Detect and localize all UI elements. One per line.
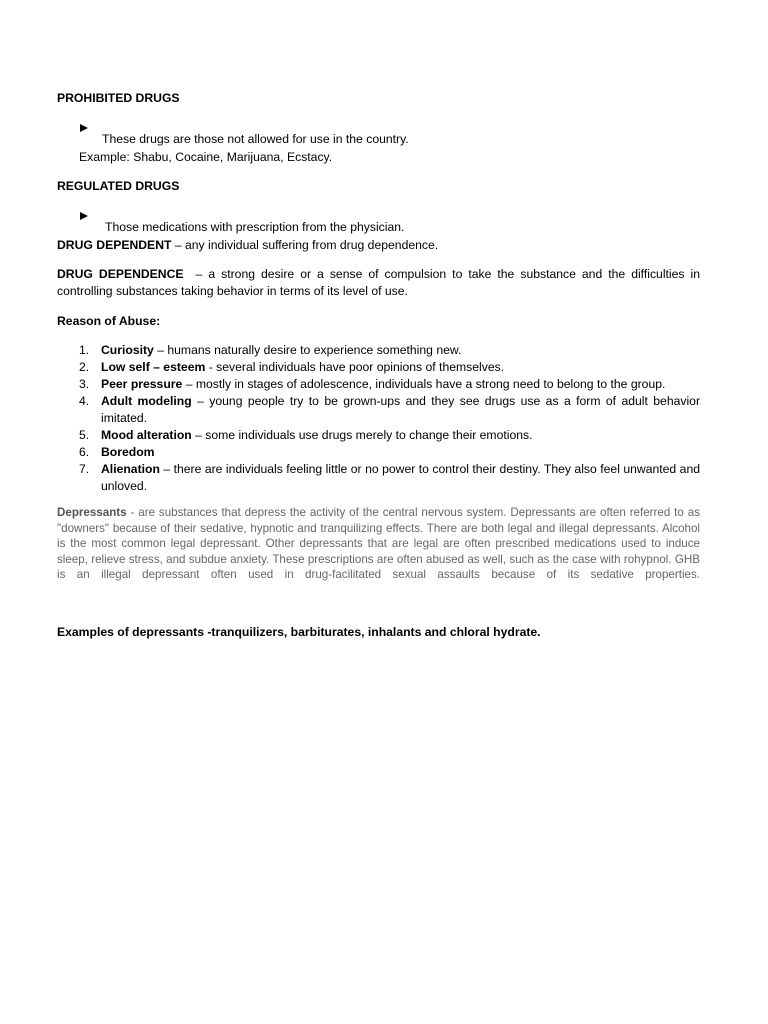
- reason-term: Peer pressure: [101, 377, 183, 391]
- reason-item: [57, 393, 700, 427]
- reason-text: - several individuals have poor opinions of themselves.: [205, 360, 505, 374]
- arrow-bullet-icon: [80, 212, 88, 220]
- drug-dependent-definition: [57, 237, 700, 254]
- reason-text: – there are individuals feeling little or no power to control their destiny. They also feel unwanted and unloved.: [101, 462, 700, 493]
- reason-number: 4.: [79, 394, 90, 408]
- depressants-examples: Examples of depressants -tranquilizers, barbiturates, inhalants and chloral hydrate.: [57, 625, 541, 639]
- reason-item: [57, 444, 700, 461]
- reasons-heading: Reason of Abuse:: [57, 314, 161, 328]
- prohibited-drugs-example: Example: Shabu, Cocaine, Marijuana, Ecstacy.: [79, 150, 333, 164]
- reason-term: Low self – esteem: [101, 360, 206, 374]
- regulated-drugs-bullet: Those medications with prescription from the physician.: [105, 220, 405, 235]
- reason-term: Adult modeling: [101, 394, 192, 408]
- depressants-term: Depressants: [57, 506, 127, 519]
- reason-item: [57, 427, 700, 444]
- prohibited-drugs-bullet: These drugs are those not allowed for use in the country.: [102, 132, 409, 147]
- reason-text: – young people try to be grown-ups and they see drugs use as a form of adult behavior imitated.: [101, 394, 701, 425]
- reason-text: – mostly in stages of adolescence, individuals have a strong need to belong to the group.: [182, 377, 666, 391]
- drug-dependence-definition: [57, 266, 704, 300]
- regulated-drugs-heading: REGULATED DRUGS: [57, 179, 180, 193]
- reason-number: 6.: [79, 445, 90, 459]
- reason-number: 2.: [79, 360, 90, 374]
- drug-dependence-text: – a strong desire or a sense of compulsion to take the substance and the difficulties in controlling substances taking behavior in terms of its level of use.: [57, 267, 704, 298]
- reason-text: – humans naturally desire to experience something new.: [153, 343, 462, 357]
- reason-item: [57, 342, 700, 359]
- reason-term: Alienation: [101, 462, 160, 476]
- reason-number: 3.: [79, 377, 90, 391]
- reason-term: Curiosity: [101, 343, 154, 357]
- reason-item: [57, 376, 700, 393]
- reasons-list: [57, 342, 700, 495]
- arrow-bullet-icon: [80, 124, 88, 132]
- drug-dependent-text: – any individual suffering from drug dependence.: [171, 238, 439, 252]
- reason-number: 7.: [79, 462, 90, 476]
- depressants-text: - are substances that depress the activity of the central nervous system. Depressants are often referred to as "downers" because of their sedative, hypnotic and tranquilizing effects. There are both legal and illegal depressants. Alcohol is the most common legal depressant. Other depressants that are legal are often prescribed medications used to induce sleep, relieve stress, and subdue anxiety. These prescriptions are often abused as well, such as the case with rohypnol. GHB is an illegal depressant often used in drug-facilitated sexual assaults because of its sedative properties.: [57, 506, 700, 582]
- reason-number: 5.: [79, 428, 90, 442]
- drug-dependent-term: DRUG DEPENDENT: [57, 238, 172, 252]
- reason-term: Mood alteration: [101, 428, 192, 442]
- reason-item: [57, 359, 700, 376]
- reason-term: Boredom: [101, 445, 155, 459]
- prohibited-drugs-heading: PROHIBITED DRUGS: [57, 91, 180, 105]
- reason-item: [57, 461, 700, 495]
- depressants-paragraph: [57, 505, 700, 583]
- reason-number: 1.: [79, 343, 90, 357]
- reason-text: – some individuals use drugs merely to change their emotions.: [191, 428, 533, 442]
- drug-dependence-term: DRUG DEPENDENCE: [57, 267, 184, 281]
